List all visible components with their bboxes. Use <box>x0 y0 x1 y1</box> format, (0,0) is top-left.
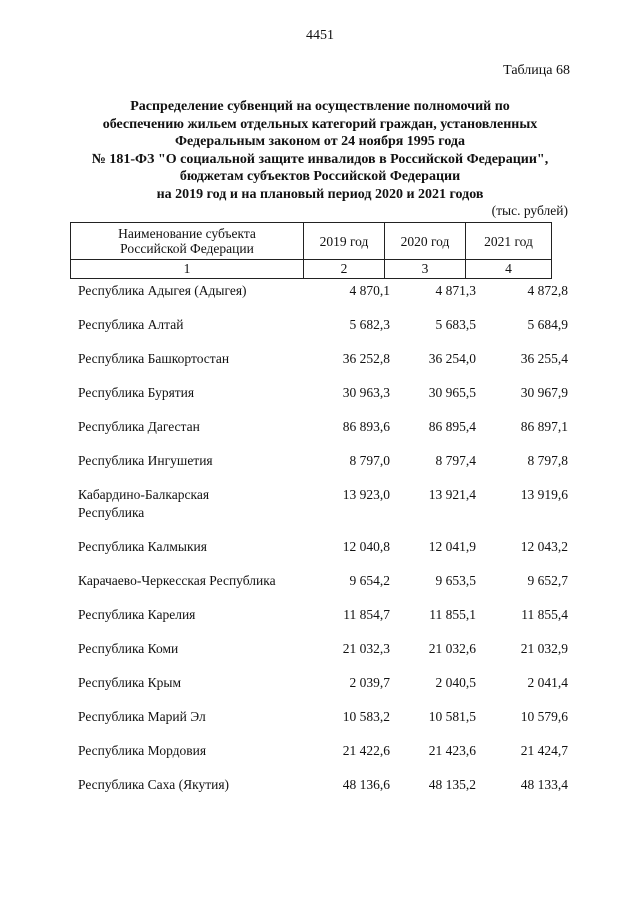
value-2019: 8 797,0 <box>349 453 390 468</box>
table-row <box>70 640 570 658</box>
value-2020: 36 254,0 <box>428 351 476 366</box>
units-label: (тыс. рублей) <box>491 203 568 218</box>
table-row <box>70 316 570 334</box>
table-row <box>70 452 570 470</box>
value-2021: 2 041,4 <box>527 675 568 690</box>
table-row <box>70 674 570 692</box>
value-2019: 2 039,7 <box>349 675 390 690</box>
value-2019: 86 893,6 <box>342 419 390 434</box>
column-number: 4 <box>466 260 552 279</box>
value-2020: 9 653,5 <box>435 573 476 588</box>
subject-name: Республика Ингушетия <box>78 453 213 468</box>
value-2020: 5 683,5 <box>435 317 476 332</box>
value-2020: 21 032,6 <box>428 641 476 656</box>
header-year-2020: 2020 год <box>385 223 466 260</box>
value-2021: 30 967,9 <box>520 385 568 400</box>
subject-name: Республика Крым <box>78 675 182 690</box>
value-2021: 12 043,2 <box>520 539 568 554</box>
subject-name: Республика Калмыкия <box>78 539 207 554</box>
value-2020: 86 895,4 <box>428 419 476 434</box>
table-row <box>70 384 570 402</box>
subject-name: Кабардино-Балкарская Республика <box>78 487 210 520</box>
value-2019: 21 032,3 <box>342 641 390 656</box>
value-2020: 4 871,3 <box>435 283 476 298</box>
value-2019: 30 963,3 <box>342 385 390 400</box>
page-number: 4451 <box>306 28 334 43</box>
value-2019: 10 583,2 <box>342 709 390 724</box>
header-name-line: Российской Федерации <box>120 241 254 256</box>
subject-name: Республика Марий Эл <box>78 709 206 724</box>
value-2020: 48 135,2 <box>428 777 476 792</box>
header-year-2019: 2019 год <box>304 223 385 260</box>
value-2020: 30 965,5 <box>428 385 476 400</box>
column-number: 1 <box>71 260 304 279</box>
table-body <box>70 282 570 810</box>
value-2019: 48 136,6 <box>342 777 390 792</box>
table-row <box>70 350 570 368</box>
header-name-line: Наименование субъекта <box>118 226 256 241</box>
value-2021: 48 133,4 <box>520 777 568 792</box>
column-number: 3 <box>385 260 466 279</box>
title-line: на 2019 год и на плановый период 2020 и 2021 годов <box>156 186 484 202</box>
subject-name: Республика Алтай <box>78 317 184 332</box>
title-line: обеспечению жильем отдельных категорий граждан, установленных <box>102 116 538 132</box>
value-2019: 4 870,1 <box>349 283 390 298</box>
subject-name: Республика Мордовия <box>78 743 207 758</box>
title-line: № 181-ФЗ "О социальной защите инвалидов в Российской Федерации", <box>91 151 549 167</box>
value-2021: 8 797,8 <box>527 453 568 468</box>
table-row <box>70 282 570 300</box>
table-row <box>70 418 570 436</box>
value-2019: 9 654,2 <box>349 573 390 588</box>
title-line: бюджетам субъектов Российской Федерации <box>179 169 461 184</box>
value-2020: 12 041,9 <box>428 539 476 554</box>
subject-name: Республика Адыгея (Адыгея) <box>78 283 247 298</box>
table-row <box>70 742 570 760</box>
value-2020: 13 921,4 <box>428 487 476 502</box>
subject-name: Республика Дагестан <box>78 419 200 434</box>
value-2021: 4 872,8 <box>527 283 568 298</box>
table-header <box>70 222 552 279</box>
title-line: Федеральным законом от 24 ноября 1995 года <box>174 134 465 149</box>
title-line: Распределение субвенций на осуществление полномочий по <box>130 99 510 114</box>
table-row <box>70 572 570 590</box>
value-2021: 21 424,7 <box>520 743 568 758</box>
value-2020: 8 797,4 <box>435 453 476 468</box>
value-2021: 86 897,1 <box>520 419 568 434</box>
value-2019: 12 040,8 <box>342 539 390 554</box>
value-2021: 9 652,7 <box>527 573 568 588</box>
column-number: 2 <box>304 260 385 279</box>
table-row <box>70 606 570 624</box>
document-title <box>60 98 580 203</box>
table-row <box>70 776 570 794</box>
table-row <box>70 538 570 556</box>
value-2019: 21 422,6 <box>342 743 390 758</box>
value-2020: 10 581,5 <box>428 709 476 724</box>
value-2021: 21 032,9 <box>520 641 568 656</box>
subject-name: Республика Бурятия <box>78 385 195 400</box>
table-row <box>70 486 570 522</box>
subject-name: Республика Коми <box>78 641 179 656</box>
subject-name: Республика Саха (Якутия) <box>78 777 230 792</box>
value-2021: 36 255,4 <box>520 351 568 366</box>
value-2021: 11 855,4 <box>521 607 568 622</box>
subject-name: Республика Карелия <box>78 607 196 622</box>
value-2019: 11 854,7 <box>343 607 390 622</box>
header-year-2021: 2021 год <box>466 223 552 260</box>
table-row <box>70 708 570 726</box>
value-2019: 36 252,8 <box>342 351 390 366</box>
table-label: Таблица 68 <box>503 63 570 78</box>
subject-name: Карачаево-Черкесская Республика <box>78 573 276 588</box>
header-subject-name <box>71 223 304 260</box>
value-2020: 21 423,6 <box>428 743 476 758</box>
value-2020: 2 040,5 <box>435 675 476 690</box>
value-2020: 11 855,1 <box>429 607 476 622</box>
value-2019: 5 682,3 <box>349 317 390 332</box>
value-2019: 13 923,0 <box>342 487 390 502</box>
value-2021: 5 684,9 <box>527 317 568 332</box>
subject-name: Республика Башкортостан <box>78 351 230 366</box>
value-2021: 10 579,6 <box>520 709 568 724</box>
value-2021: 13 919,6 <box>520 487 568 502</box>
